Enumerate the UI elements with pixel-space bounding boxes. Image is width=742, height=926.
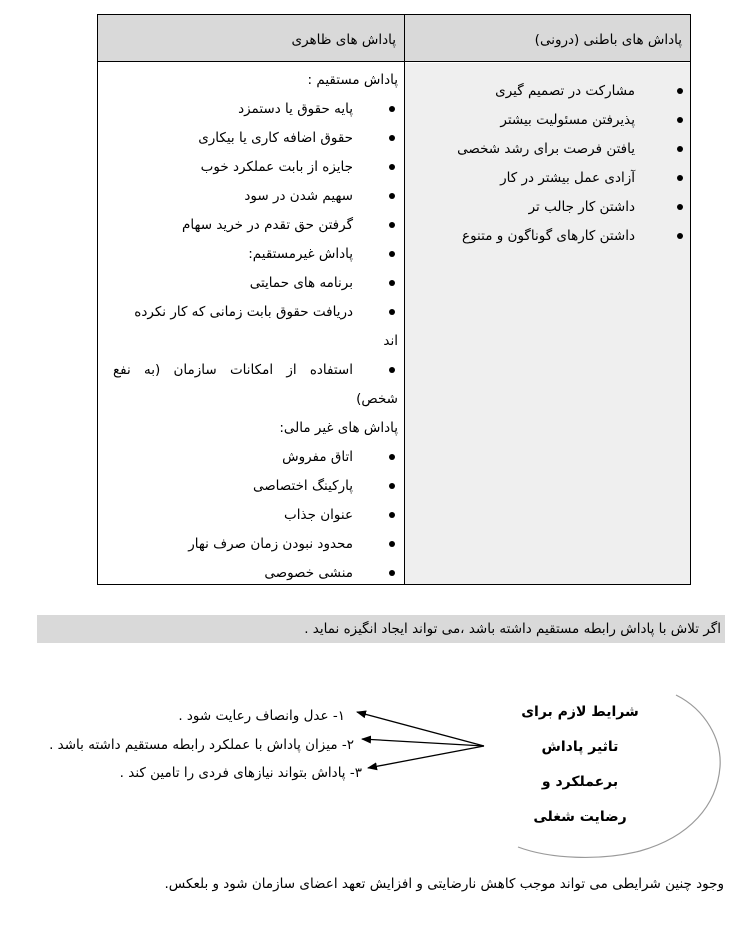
bullet-icon (389, 541, 395, 547)
list-item: استفاده از امکانات سازمان (به نفع (98, 356, 404, 385)
list-item: حقوق اضافه کاری یا بیکاری (98, 124, 404, 153)
list-item: اتاق مفروش (98, 443, 404, 472)
header-extrinsic-rewards: پاداش های ظاهری (291, 32, 396, 48)
bullet-icon (677, 146, 683, 152)
bullet-icon (677, 88, 683, 94)
intrinsic-rewards-column (405, 63, 690, 584)
list-item: گرفتن حق تقدم در خرید سهام (98, 211, 404, 240)
list-item: پایه حقوق یا دستمزد (98, 95, 404, 124)
condition-1: ۱- عدل وانصاف رعایت شود . (178, 708, 345, 724)
condition-2: ۲- میزان پاداش با عملکرد رابطه مستقیم داشته باشد . (49, 737, 354, 753)
bullet-icon (389, 483, 395, 489)
list-item: پذیرفتن مسئولیت بیشتر (405, 106, 690, 135)
bullet-icon (677, 233, 683, 239)
bullet-icon (389, 135, 395, 141)
bullet-icon (389, 367, 395, 373)
bullet-icon (677, 175, 683, 181)
arrow-1 (357, 712, 484, 746)
bullet-icon (389, 193, 395, 199)
list-item: جایزه از بابت عملکرد خوب (98, 153, 404, 182)
bullet-icon (677, 204, 683, 210)
list-item: محدود نبودن زمان صرف نهار (98, 530, 404, 559)
list-item: مشارکت در تصمیم گیری (405, 77, 690, 106)
list-item: داشتن کارهای گوناگون و متنوع (405, 222, 690, 251)
bullet-icon (389, 164, 395, 170)
header-intrinsic-rewards: پاداش های باطنی (درونی) (534, 32, 682, 48)
indirect-reward-heading: پاداش غیرمستقیم: (98, 240, 404, 269)
list-item: داشتن کار جالب تر (405, 193, 690, 222)
list-item: سهیم شدن در سود (98, 182, 404, 211)
bullet-icon (389, 106, 395, 112)
bullet-icon (389, 280, 395, 286)
list-item: آزادی عمل بیشتر در کار (405, 164, 690, 193)
list-item: دریافت حقوق بابت زمانی که کار نکرده (98, 298, 404, 327)
extrinsic-rewards-column (98, 63, 404, 584)
arrow-2 (362, 739, 484, 746)
bullet-icon (389, 454, 395, 460)
list-item: برنامه های حمایتی (98, 269, 404, 298)
diagram-title: شرایط لازم برای تاثیر پاداش برعملکرد و رضایت شغلی (521, 704, 639, 825)
direct-reward-heading: پاداش مستقیم : (307, 72, 398, 88)
arrow-3 (368, 746, 484, 768)
nonfinancial-reward-heading: پاداش های غیر مالی: (279, 420, 398, 436)
list-item-continuation: شخص) (356, 391, 398, 407)
bullet-icon (389, 570, 395, 576)
reward-comparison-table (97, 14, 691, 585)
conclusion-text: وجود چنین شرایطی می تواند موجب کاهش نارضایتی و افزایش تعهد اعضای سازمان شود و بلعکس. (164, 876, 724, 892)
bullet-icon (389, 309, 395, 315)
list-item: یافتن فرصت برای رشد شخصی (405, 135, 690, 164)
bullet-icon (389, 222, 395, 228)
key-statement-banner: اگر تلاش با پاداش رابطه مستقیم داشته باشد ،می تواند ایجاد انگیزه نماید . (37, 615, 725, 643)
list-item: پارکینگ اختصاصی (98, 472, 404, 501)
condition-3: ۳- پاداش بتواند نیازهای فردی را تامین کند . (119, 765, 362, 781)
bullet-icon (389, 512, 395, 518)
list-item: منشی خصوصی (98, 559, 404, 588)
list-item: عنوان جذاب (98, 501, 404, 530)
bullet-icon (389, 251, 395, 257)
bullet-icon (677, 117, 683, 123)
list-item-continuation: اند (383, 333, 398, 349)
